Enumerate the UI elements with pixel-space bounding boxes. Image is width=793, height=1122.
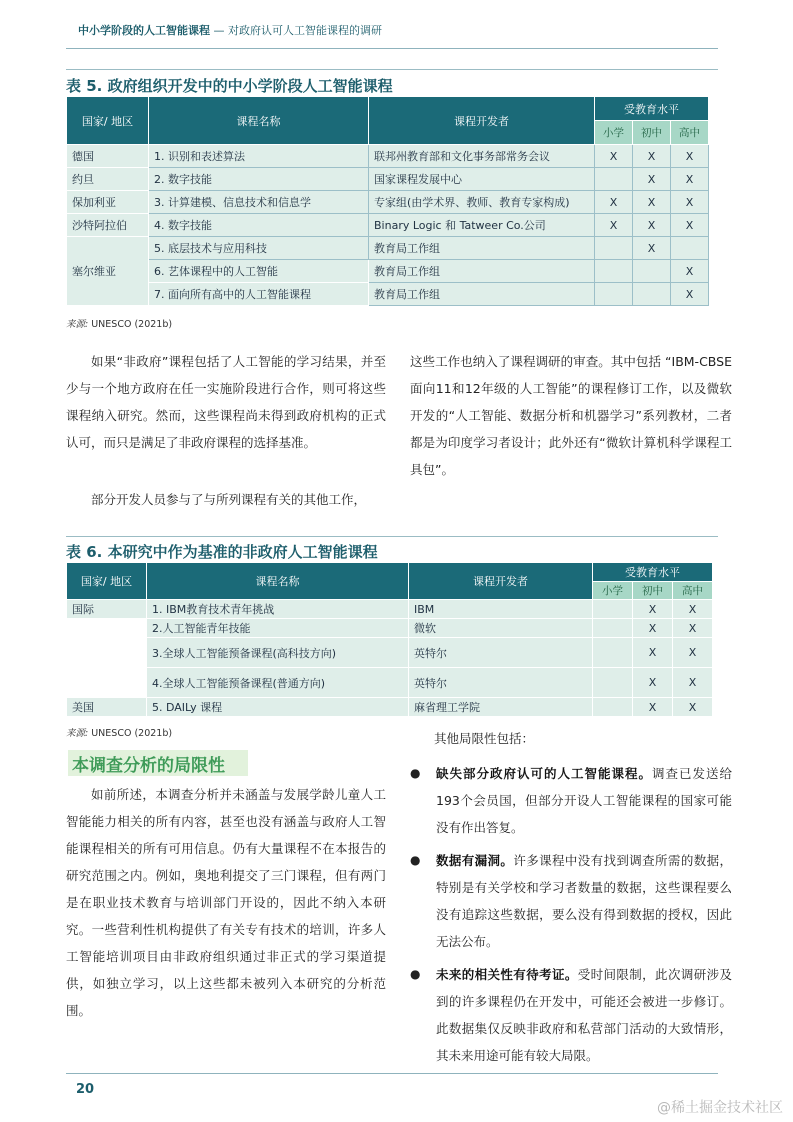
- row-middle: X: [633, 600, 673, 619]
- row-high: [671, 237, 709, 260]
- table-row: [67, 145, 709, 168]
- header-separator: —: [213, 24, 225, 37]
- row-high: X: [673, 600, 713, 619]
- t6-header-primary: 小学: [593, 582, 633, 600]
- t5-header-primary: 小学: [595, 121, 633, 145]
- table-row: [67, 168, 709, 191]
- watermark: @稀土掘金技术社区: [657, 1100, 783, 1116]
- row-course: 4. 数字技能: [149, 214, 369, 237]
- row-primary: [595, 283, 633, 306]
- table-row: [67, 283, 709, 306]
- row-developer: 联邦州教育部和文化事务部常务会议: [369, 145, 595, 168]
- row-middle: X: [633, 698, 673, 717]
- source-text: UNESCO (2021b): [88, 728, 173, 739]
- row-country: [67, 668, 147, 698]
- row-course: 5. DAILy 课程: [147, 698, 409, 717]
- row-middle: X: [633, 638, 673, 668]
- row-high: X: [671, 168, 709, 191]
- bullet-text: 许多课程中没有找到调查所需的数据，特别是有关学校和学习者数量的数据，这些课程要么没有追踪这些数据，要么没有得到数据的授权，因此无法公布。: [436, 853, 732, 949]
- section-title: 本调查分析的局限性: [68, 750, 248, 776]
- row-middle: X: [633, 237, 671, 260]
- source-label: 来源:: [66, 728, 89, 739]
- t5-header-course: 课程名称: [149, 97, 369, 145]
- page-number: 20: [76, 1082, 95, 1097]
- row-course: 1. 识别和表述算法: [149, 145, 369, 168]
- table-row: [67, 638, 713, 668]
- row-country: [67, 638, 147, 668]
- bullet-icon: ●: [410, 853, 421, 867]
- row-primary: [593, 668, 633, 698]
- row-high: X: [671, 214, 709, 237]
- row-developer: IBM: [409, 600, 593, 619]
- row-high: X: [673, 668, 713, 698]
- row-primary: [593, 698, 633, 717]
- row-high: X: [673, 698, 713, 717]
- t5-header-country: 国家/ 地区: [67, 97, 149, 145]
- row-high: X: [671, 283, 709, 306]
- table-row: [67, 191, 709, 214]
- bullet-icon: ●: [410, 967, 421, 981]
- row-middle: X: [633, 668, 673, 698]
- table-row: [67, 668, 713, 698]
- row-country: 塞尔维亚: [67, 237, 149, 306]
- bullet-text: 受时间限制，此次调研涉及到的许多课程仍在开发中，可能还会被进一步修订。此数据集仅反映非政府和私营部门活动的大致情形，其未来用途可能有较大局限。: [436, 967, 732, 1063]
- row-high: X: [671, 145, 709, 168]
- row-developer: 教育局工作组: [369, 260, 595, 283]
- table5: [66, 96, 709, 306]
- row-country: 德国: [67, 145, 149, 168]
- row-middle: X: [633, 145, 671, 168]
- row-middle: X: [633, 619, 673, 638]
- row-high: X: [671, 260, 709, 283]
- row-course: 1. IBM教育技术青年挑战: [147, 600, 409, 619]
- source-text: UNESCO (2021b): [88, 319, 173, 330]
- t6-header-middle: 初中: [633, 582, 673, 600]
- table-row: [67, 698, 713, 717]
- row-primary: X: [595, 145, 633, 168]
- body-right-paragraph-1: 这些工作也纳入了课程调研的审查。其中包括 “IBM-CBSE 面向11和12年级的人工智能”的课程修订工作，以及微软开发的“人工智能、数据分析和机器学习”系列教材，二者都是为印度学习者设计；此外还有“微软计算机科学课程工具包”。: [410, 354, 732, 477]
- row-developer: 麻省理工学院: [409, 698, 593, 717]
- header-subtitle: 对政府认可人工智能课程的调研: [228, 24, 382, 37]
- row-middle: X: [633, 168, 671, 191]
- source-label: 来源:: [66, 319, 89, 330]
- bullet-heading: 未来的相关性有待考证。: [436, 967, 578, 982]
- row-developer: 英特尔: [409, 668, 593, 698]
- row-country: 美国: [67, 698, 147, 717]
- row-developer: 国家课程发展中心: [369, 168, 595, 191]
- row-middle: X: [633, 191, 671, 214]
- row-course: 7. 面向所有高中的人工智能课程: [149, 283, 369, 306]
- body-left-paragraph-2: 部分开发人员参与了与所列课程有关的其他工作，: [91, 492, 367, 507]
- row-primary: [593, 619, 633, 638]
- row-primary: [595, 237, 633, 260]
- row-developer: 专家组(由学术界、教师、教育专家构成): [369, 191, 595, 214]
- row-country: 沙特阿拉伯: [67, 214, 149, 237]
- row-country: 约旦: [67, 168, 149, 191]
- table5-source: [66, 316, 172, 330]
- row-middle: X: [633, 214, 671, 237]
- table-row: [67, 237, 709, 260]
- list-item: [410, 847, 732, 955]
- table6-top-rule: [66, 536, 718, 537]
- row-middle: [633, 260, 671, 283]
- body-left-paragraph-1: 如果“非政府”课程包括了人工智能的学习结果，并至少与一个地方政府在任一实施阶段进行合作，则可将这些课程纳入研究。然而，这些课程尚未得到政府机构的正式认可，而只是满足了非政府课程的选择基准。: [66, 354, 386, 450]
- t6-header-high: 高中: [673, 582, 713, 600]
- footer-rule: [66, 1073, 718, 1074]
- row-developer: 教育局工作组: [369, 283, 595, 306]
- table5-title: 表 5. 政府组织开发中的中小学阶段人工智能课程: [66, 77, 393, 95]
- t6-header-developer: 课程开发者: [409, 563, 593, 600]
- t6-header-level: 受教育水平: [593, 563, 713, 582]
- list-item: [410, 760, 732, 841]
- row-country: 国际: [67, 600, 147, 619]
- row-primary: [593, 600, 633, 619]
- row-primary: X: [595, 191, 633, 214]
- row-high: X: [671, 191, 709, 214]
- table5-top-rule: [66, 69, 718, 70]
- table-row: [67, 260, 709, 283]
- t5-header-level: 受教育水平: [595, 97, 709, 121]
- row-course: 6. 艺体课程中的人工智能: [149, 260, 369, 283]
- row-primary: [595, 260, 633, 283]
- row-middle: [633, 283, 671, 306]
- row-developer: 微软: [409, 619, 593, 638]
- table-row: [67, 619, 713, 638]
- t5-header-developer: 课程开发者: [369, 97, 595, 145]
- t5-header-high: 高中: [671, 121, 709, 145]
- row-country: 保加利亚: [67, 191, 149, 214]
- row-course: 3.全球人工智能预备课程(高科技方向): [147, 638, 409, 668]
- row-course: 2.人工智能青年技能: [147, 619, 409, 638]
- limitations-list: [410, 760, 732, 1075]
- table-row: [67, 600, 713, 619]
- table6: [66, 562, 713, 717]
- row-primary: [595, 168, 633, 191]
- table-row: [67, 214, 709, 237]
- row-course: 2. 数字技能: [149, 168, 369, 191]
- bullet-text: 调查已发送给193个会员国，但部分开设人工智能课程的国家可能没有作出答复。: [436, 766, 732, 835]
- header-title: 中小学阶段的人工智能课程: [78, 24, 210, 37]
- t6-header-course: 课程名称: [147, 563, 409, 600]
- t6-header-country: 国家/ 地区: [67, 563, 147, 600]
- bullet-icon: ●: [410, 766, 421, 780]
- section-left-paragraph: 如前所述，本调查分析并未涵盖与发展学龄儿童人工智能能力相关的所有内容，甚至也没有涵盖与政府人工智能课程相关的所有可用信息。仍有大量课程不在本报告的研究范围之内。例如，奥地利提交了三门课程，但有两门是在职业技术教育与培训部门开设的，因此不纳入本研究。一些营利性机构提供了有关专有技术的培训，许多人工智能培训项目由非政府组织通过非正式的学习渠道提供，如独立学习，以上这些都未被列入本研究的分析范围。: [66, 787, 386, 1018]
- row-primary: [593, 638, 633, 668]
- row-primary: X: [595, 214, 633, 237]
- row-course: 5. 底层技术与应用科技: [149, 237, 369, 260]
- table6-source: [66, 725, 172, 739]
- row-high: X: [673, 619, 713, 638]
- row-course: 3. 计算建模、信息技术和信息学: [149, 191, 369, 214]
- row-country: [67, 619, 147, 638]
- row-developer: 教育局工作组: [369, 237, 595, 260]
- header-rule: [66, 48, 718, 49]
- list-item: [410, 961, 732, 1069]
- row-course: 4.全球人工智能预备课程(普通方向): [147, 668, 409, 698]
- section-right-intro: 其他局限性包括：: [434, 731, 535, 746]
- running-header: [78, 22, 382, 38]
- bullet-heading: 缺失部分政府认可的人工智能课程。: [436, 766, 652, 781]
- bullet-heading: 数据有漏洞。: [436, 853, 514, 868]
- row-high: X: [673, 638, 713, 668]
- row-developer: 英特尔: [409, 638, 593, 668]
- table6-title: 表 6. 本研究中作为基准的非政府人工智能课程: [66, 543, 378, 561]
- row-developer: Binary Logic 和 Tatweer Co.公司: [369, 214, 595, 237]
- t5-header-middle: 初中: [633, 121, 671, 145]
